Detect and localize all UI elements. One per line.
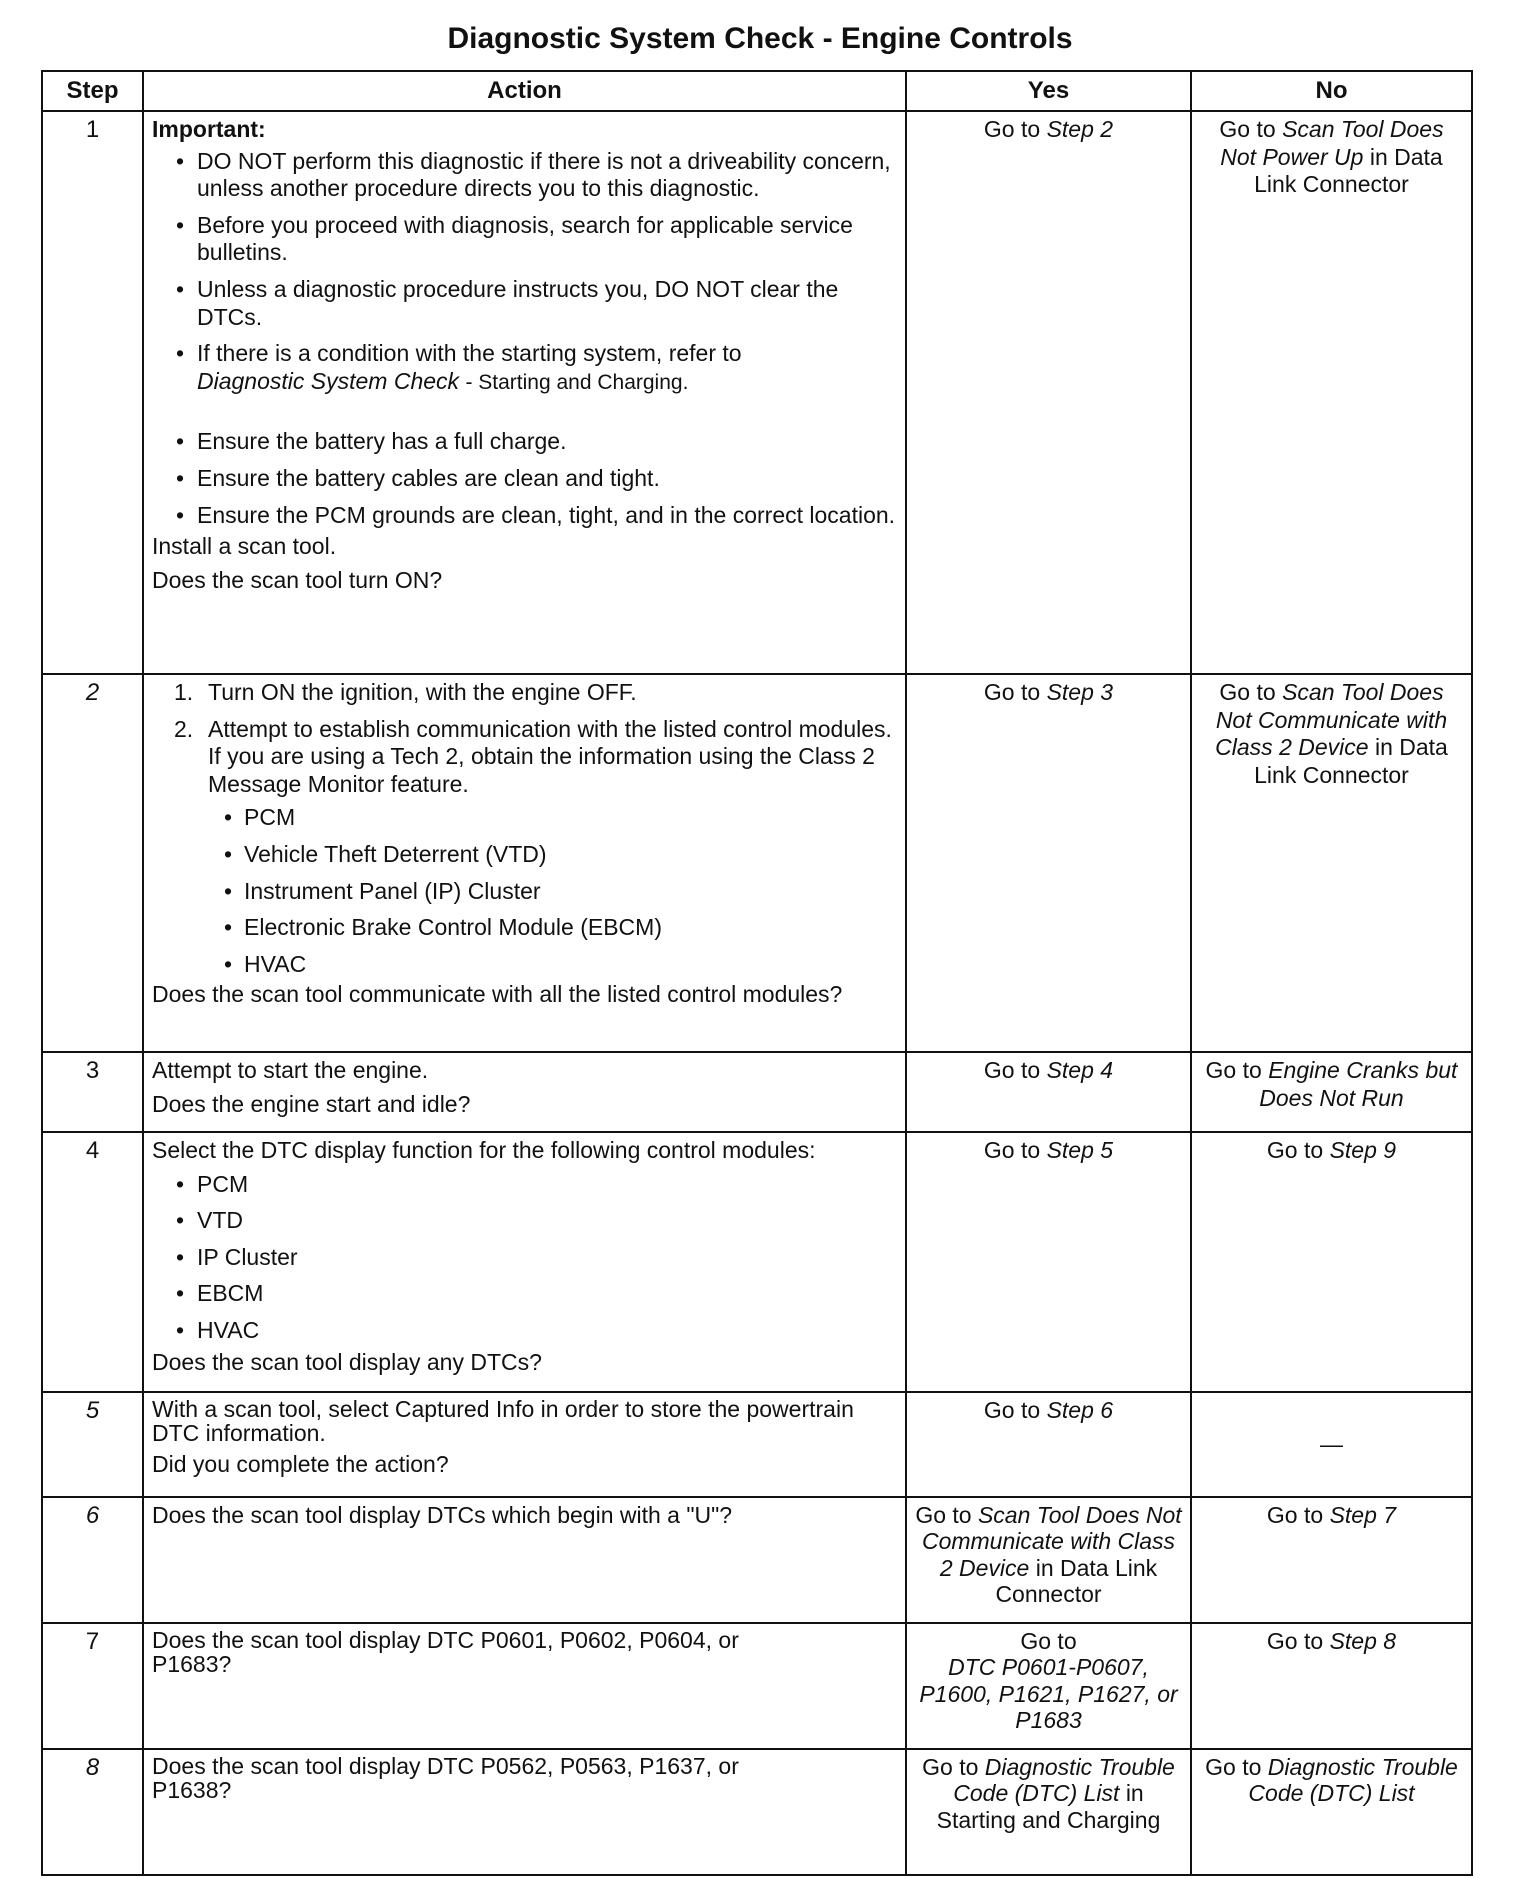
ref-suffix: - Starting and Charging. [465,370,689,394]
no-link[interactable]: Scan Tool Does Not Power Up [1220,116,1444,170]
yes-suffix: in Data Link Connector [995,1554,1158,1608]
list-item: • EBCM [152,1280,897,1308]
list-item: • Instrument Panel (IP) Cluster [152,878,897,906]
spacer [152,404,897,428]
yes-cell [906,1623,1191,1749]
header-action: Action [143,71,906,111]
instruction: Attempt to start the engine. [152,1057,429,1083]
table-row [42,1497,1472,1623]
list-item: • Ensure the battery cables are clean and tight. [152,465,897,493]
yes-link[interactable]: Step 4 [1046,1057,1114,1083]
step-number: 3 [42,1052,143,1132]
yes-link[interactable]: Step 2 [1046,116,1114,142]
yes-cell [906,1749,1191,1875]
yes-link[interactable]: Scan Tool Does Not Communicate with Class 2 Device [921,1502,1182,1581]
action-cell [143,1749,906,1875]
list-item: • IP Cluster [152,1244,897,1272]
list-item: • Ensure the PCM grounds are clean, tight, and in the correct location. [152,502,897,530]
no-dash: — [1320,1430,1343,1457]
no-cell [1191,1052,1472,1132]
no-cell [1191,1392,1472,1497]
no-prefix: Go to [1266,1628,1324,1654]
no-prefix: Go to [1205,1754,1262,1780]
no-link[interactable]: Step 9 [1329,1137,1397,1163]
yes-prefix: Go to [983,1137,1041,1163]
list-item: 1. Turn ON the ignition, with the engine OFF. [174,679,637,705]
no-prefix: Go to [1219,679,1276,705]
table-row [42,1132,1472,1392]
yes-link[interactable]: Step 3 [1046,679,1114,705]
important-list [152,148,897,396]
no-link[interactable]: Step 8 [1329,1628,1397,1654]
step-number: 1 [42,111,143,674]
procedure-list [152,679,897,798]
no-cell [1191,1497,1472,1623]
yes-prefix: Go to [915,1502,972,1528]
question: Does the engine start and idle? [152,1090,471,1117]
step-number: 4 [42,1132,143,1392]
yes-prefix: Go to [1020,1628,1077,1654]
table-row [42,674,1472,1052]
list-item: • Ensure the battery has a full charge. [152,428,897,456]
instruction: Select the DTC display function for the following control modules: [152,1137,816,1163]
list-item: • VTD [152,1207,897,1235]
no-suffix: in Data Link Connector [1254,143,1443,198]
list-item: • Electronic Brake Control Module (EBCM) [152,914,897,942]
list-item: • Before you proceed with diagnosis, search for applicable service bulletins. [152,212,897,267]
yes-prefix: Go to [983,1397,1041,1423]
yes-suffix: in Starting and Charging [936,1780,1161,1833]
procedure-text: Turn ON the ignition, with the engine OFF. [208,679,637,705]
page-title: Diagnostic System Check - Engine Controls [447,22,1073,55]
yes-prefix: Go to [983,679,1041,705]
list-item: • HVAC [152,1317,897,1345]
no-link[interactable]: Step 7 [1329,1502,1397,1528]
no-prefix: Go to [1205,1057,1262,1083]
step-number: 6 [42,1497,143,1623]
check-list [152,428,897,529]
question: Did you complete the action? [152,1451,449,1478]
list-item: • HVAC [152,951,897,979]
list-item: • DO NOT perform this diagnostic if there is not a driveability concern, unless another procedure directs you to this diagnostic. [152,148,897,203]
header-no: No [1191,71,1472,111]
module-list [152,1171,897,1345]
list-item: • PCM [152,1171,897,1199]
yes-prefix: Go to [983,116,1041,142]
question: Does the scan tool display DTCs which begin with a "U"? [152,1502,733,1528]
step-number: 5 [42,1392,143,1497]
question: Does the scan tool communicate with all the listed control modules? [152,981,843,1008]
no-cell [1191,674,1472,1052]
no-suffix: in Data Link Connector [1254,734,1448,788]
important-label: Important: [152,116,266,142]
header-step: Step [42,71,143,111]
list-item: • PCM [152,804,897,832]
question: Does the scan tool display any DTCs? [152,1348,542,1375]
list-item [152,340,897,395]
yes-cell [906,1052,1191,1132]
yes-link[interactable]: DTC P0601-P0607, P1600, P1621, P1627, or P1683 [919,1654,1178,1734]
table-row [42,1749,1472,1875]
header-yes: Yes [906,71,1191,111]
module-list [152,804,897,978]
no-link[interactable]: Diagnostic Trouble Code (DTC) List [1248,1754,1458,1807]
instruction: With a scan tool, select Captured Info in order to store the powertrain DTC information. [152,1396,854,1447]
table-row [42,111,1472,674]
step-number: 8 [42,1749,143,1875]
header-row [42,71,1472,111]
ref-link[interactable]: Diagnostic System Check [197,367,460,394]
question: Does the scan tool display DTC P0601, P0602, P0604, or P1683? [152,1627,739,1678]
table-row [42,1623,1472,1749]
action-cell [143,1132,906,1392]
table-row [42,1052,1472,1132]
diagnostic-table [41,70,1473,1876]
yes-link[interactable]: Step 5 [1046,1137,1114,1163]
list-item: • Unless a diagnostic procedure instructs you, DO NOT clear the DTCs. [152,276,897,331]
yes-cell [906,111,1191,674]
question: Does the scan tool turn ON? [152,566,443,593]
yes-link[interactable]: Step 6 [1046,1397,1114,1423]
step-number: 7 [42,1623,143,1749]
no-cell [1191,1749,1472,1875]
yes-prefix: Go to [922,1754,979,1780]
procedure-text: Attempt to establish communication with the listed control modules. If you are using a Tech 2, obtain the information using the Class 2 Message Monitor feature. [208,715,892,797]
yes-cell [906,674,1191,1052]
action-cell [143,111,906,674]
no-cell [1191,1132,1472,1392]
action-cell [143,1392,906,1497]
list-item: • Vehicle Theft Deterrent (VTD) [152,841,897,869]
yes-link[interactable]: Diagnostic Trouble Code (DTC) List [953,1754,1175,1807]
no-prefix: Go to [1219,116,1276,142]
no-prefix: Go to [1266,1502,1324,1528]
yes-cell [906,1392,1191,1497]
action-cell [143,674,906,1052]
action-cell [143,1497,906,1623]
ref-text: If there is a condition with the starting system, refer to [197,340,742,367]
action-cell [143,1052,906,1132]
instruction: Install a scan tool. [152,533,337,560]
yes-cell [906,1497,1191,1623]
step-number: 2 [42,674,143,1052]
no-cell [1191,1623,1472,1749]
no-link[interactable]: Scan Tool Does Not Communicate with Class 2 Device [1215,679,1448,761]
no-prefix: Go to [1266,1137,1324,1163]
table-row [42,1392,1472,1497]
question: Does the scan tool display DTC P0562, P0563, P1637, or P1638? [152,1753,739,1804]
list-item: 2. Attempt to establish communication with the listed control modules. If you are using a Tech 2, obtain the information using the Class 2 Message Monitor feature. [174,715,892,797]
yes-prefix: Go to [983,1057,1041,1083]
no-link[interactable]: Engine Cranks but Does Not Run [1259,1057,1458,1111]
yes-cell [906,1132,1191,1392]
no-cell [1191,111,1472,674]
action-cell [143,1623,906,1749]
